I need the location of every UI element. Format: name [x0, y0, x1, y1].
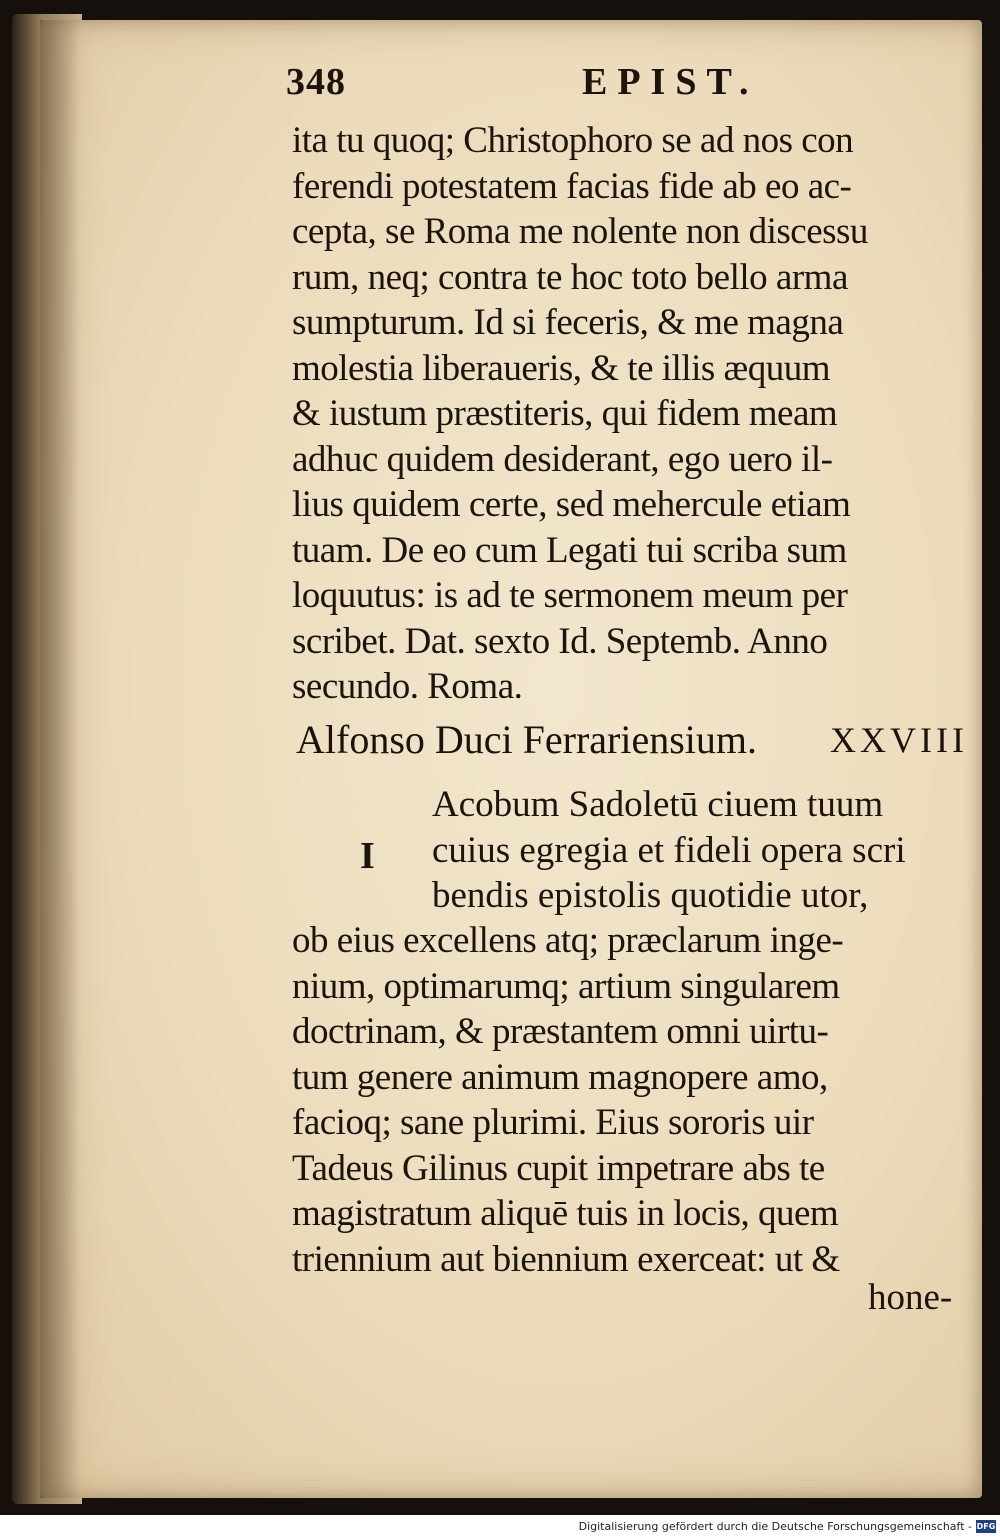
text-line: cepta, se Roma me nolente non discessu — [292, 211, 868, 252]
text-line: tuam. De eo cum Legati tui scriba sum — [292, 529, 847, 571]
text-line: Tadeus Gilinus cupit impetrare abs te — [292, 1147, 825, 1189]
text-line: nium, optimarumq; artium singularem — [292, 965, 840, 1007]
page-header — [286, 60, 966, 106]
letter-number: XXVIII — [830, 720, 968, 760]
initial-letter: I — [360, 835, 375, 877]
footer-bar — [0, 1515, 1000, 1540]
text-block-2 — [292, 918, 968, 1282]
text-line: molestia liberaueris, & te illis æquum — [292, 347, 830, 389]
text-line: ob eius excellens atq; præclarum inge- — [292, 920, 844, 961]
spine-shadow — [40, 20, 80, 1498]
letter-heading-title: Alfonso Duci Ferrariensium. — [296, 717, 758, 762]
text-line: ita tu quoq; Christophoro se ad nos con — [292, 120, 854, 161]
text-line: bendis epistolis quotidie utor, — [432, 875, 869, 916]
text-line: sumpturum. Id si feceris, & me magna — [292, 302, 844, 343]
text-line: doctrinam, & præstantem omni uirtu- — [292, 1011, 829, 1052]
catchword: hone- — [868, 1277, 953, 1318]
text-line: Acobum Sadoletū ciuem tuum — [432, 784, 884, 825]
text-line: triennium aut biennium exerceat: ut & — [292, 1238, 840, 1280]
text-line: secundo. Roma. — [292, 666, 523, 707]
text-line: facioq; sane plurimi. Eius sororis uir — [292, 1102, 814, 1143]
text-line: lius quidem certe, sed mehercule etiam — [292, 484, 851, 525]
text-line: adhuc quidem desiderant, ego uero il- — [292, 438, 833, 480]
text-block-2-indented — [432, 782, 972, 919]
running-head: EPIST. — [582, 61, 759, 103]
page-number: 348 — [286, 61, 346, 103]
text-line: & iustum præstiteris, qui fidem meam — [292, 393, 838, 434]
text-line: cuius egregia et fideli opera scri — [432, 829, 906, 871]
footer-credit: Digitalisierung gefördert durch die Deutsche Forschungsgemeinschaft - — [578, 1520, 972, 1533]
text-line: rum, neq; contra te hoc toto bello arma — [292, 256, 848, 298]
dfg-logo: DFG — [976, 1522, 996, 1531]
text-line: loquutus: is ad te sermonem meum per — [292, 575, 848, 616]
text-line: magistratum aliquē tuis in locis, quem — [292, 1193, 839, 1234]
letter-heading — [296, 712, 968, 768]
text-block-1 — [292, 118, 968, 710]
text-line: scribet. Dat. sexto Id. Septemb. Anno — [292, 620, 828, 662]
text-line: tum genere animum magnopere amo, — [292, 1056, 828, 1098]
text-line: ferendi potestatem facias fide ab eo ac- — [292, 165, 852, 207]
